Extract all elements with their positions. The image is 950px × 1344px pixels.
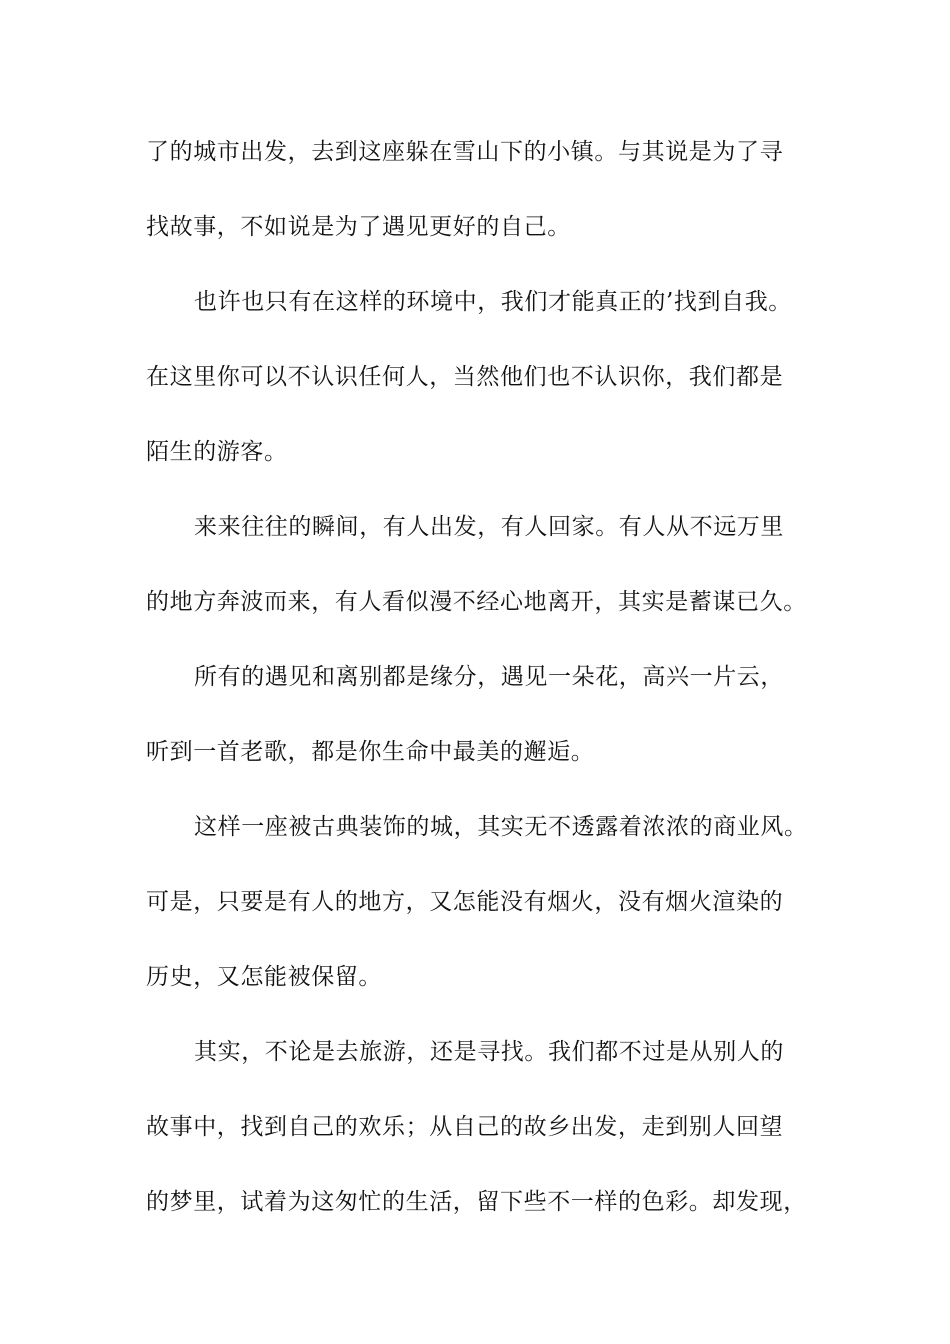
paragraph-line: 所有的遇见和离别都是缘分，遇见一朵花，高兴一片云， xyxy=(194,664,784,690)
paragraph-line: 可是，只要是有人的地方，又怎能没有烟火，没有烟火渲染的 xyxy=(146,889,784,915)
paragraph-line: 的地方奔波而来，有人看似漫不经心地离开，其实是蓄谋已久。 xyxy=(146,589,807,615)
paragraph-line: 这样一座被古典装饰的城，其实无不透露着浓浓的商业风。 xyxy=(194,814,808,840)
paragraph-line: 的梦里，试着为这匆忙的生活，留下些不一样的色彩。却发现， xyxy=(146,1189,807,1215)
paragraph-line: 了的城市出发，去到这座躲在雪山下的小镇。与其说是为了寻 xyxy=(146,139,784,165)
paragraph-line: 找故事，不如说是为了遇见更好的自己。 xyxy=(146,214,571,240)
paragraph-line: 故事中，找到自己的欢乐；从自己的故乡出发，走到别人回望 xyxy=(146,1114,784,1140)
paragraph-line: 历史，又怎能被保留。 xyxy=(146,964,382,990)
paragraph-line: 在这里你可以不认识任何人，当然他们也不认识你，我们都是 xyxy=(146,364,784,390)
paragraph-line: 来来往往的瞬间，有人出发，有人回家。有人从不远万里 xyxy=(194,514,784,540)
paragraph-line: 听到一首老歌，都是你生命中最美的邂逅。 xyxy=(146,739,595,765)
paragraph-line: 其实，不论是去旅游，还是寻找。我们都不过是从别人的 xyxy=(194,1039,784,1065)
paragraph-line: 陌生的游客。 xyxy=(146,439,288,465)
paragraph-line: 也许也只有在这样的环境中，我们才能真正的’找到自我。 xyxy=(194,289,792,315)
